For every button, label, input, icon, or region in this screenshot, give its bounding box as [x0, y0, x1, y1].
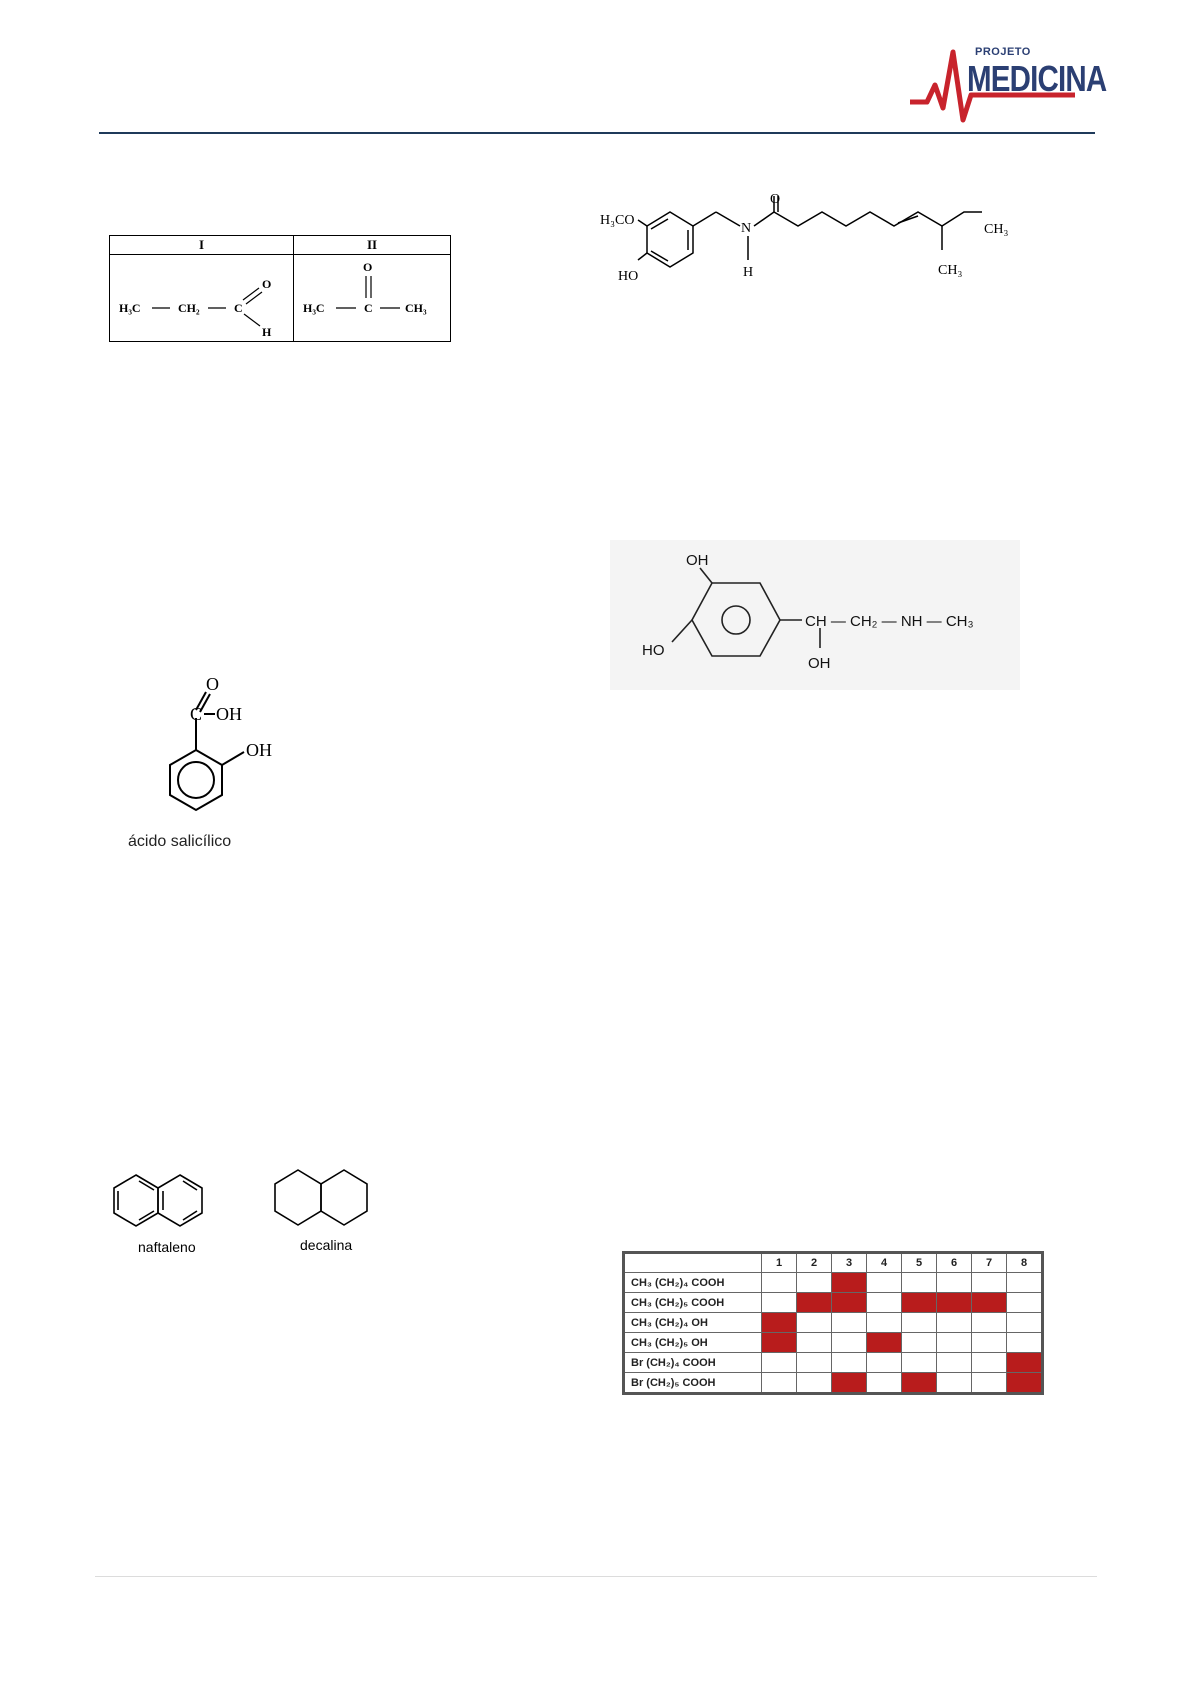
- grid-cell-empty: [867, 1273, 902, 1293]
- salicylic-caption: ácido salicílico: [128, 833, 232, 850]
- i-c: C: [234, 301, 243, 315]
- grid-cell-empty: [902, 1313, 937, 1333]
- header-ii: II: [366, 237, 378, 252]
- naphthalene-caption: naftaleno: [138, 1239, 196, 1255]
- grid-cell-filled: [762, 1313, 797, 1333]
- grid-cell-filled: [867, 1333, 902, 1353]
- grid-cell-empty: [832, 1333, 867, 1353]
- adrenaline-oh-top: OH: [686, 552, 709, 569]
- grid-cell-empty: [762, 1373, 797, 1394]
- grid-cell-empty: [937, 1373, 972, 1394]
- grid-column-header: 3: [832, 1253, 867, 1273]
- grid-cell-filled: [832, 1273, 867, 1293]
- grid-row-label: CH₃ (CH₂)₄ COOH: [624, 1273, 762, 1293]
- grid-cell-empty: [1007, 1313, 1043, 1333]
- grid-cell-filled: [1007, 1373, 1043, 1394]
- grid-cell-empty: [762, 1353, 797, 1373]
- grid-cell-empty: [797, 1373, 832, 1394]
- grid-cell-empty: [972, 1353, 1007, 1373]
- grid-cell-empty: [937, 1333, 972, 1353]
- grid-row-label: CH₃ (CH₂)₄ OH: [624, 1313, 762, 1333]
- grid-cell-empty: [937, 1313, 972, 1333]
- decalin-caption: decalina: [300, 1237, 353, 1253]
- grid-cell-empty: [762, 1293, 797, 1313]
- capsaicin-o: O: [770, 192, 781, 207]
- grid-cell-filled: [832, 1373, 867, 1394]
- i-h: H: [262, 325, 272, 339]
- grid-cell-empty: [1007, 1293, 1043, 1313]
- grid-column-header: 4: [867, 1253, 902, 1273]
- grid-cell-empty: [797, 1313, 832, 1333]
- salicylic-acid-structure: [120, 670, 320, 850]
- aldehyde-ketone-table: [109, 235, 451, 342]
- grid-row-label: Br (CH₂)₅ COOH: [624, 1373, 762, 1394]
- grid-row: [624, 1373, 1043, 1394]
- header-rule: [99, 132, 1095, 134]
- grid-row-label: CH₃ (CH₂)₅ OH: [624, 1333, 762, 1353]
- grid-row-label: Br (CH₂)₄ COOH: [624, 1353, 762, 1373]
- grid-cell-empty: [867, 1313, 902, 1333]
- adrenaline-ho: HO: [642, 642, 665, 659]
- grid-cell-empty: [832, 1353, 867, 1373]
- grid-cell-empty: [867, 1353, 902, 1373]
- grid-cell-empty: [867, 1293, 902, 1313]
- grid-row: [624, 1333, 1043, 1353]
- grid-cell-empty: [797, 1333, 832, 1353]
- grid-row-label: CH₃ (CH₂)₅ COOH: [624, 1293, 762, 1313]
- i-ch2: CH₂: [178, 301, 200, 315]
- salicylic-c: C: [190, 704, 203, 724]
- grid-cell-empty: [937, 1353, 972, 1373]
- grid-cell-empty: [972, 1273, 1007, 1293]
- salicylic-oh-phenol: OH: [246, 740, 272, 760]
- grid-cell-filled: [937, 1293, 972, 1313]
- capsaicin-h3co: H₃CO: [600, 213, 635, 228]
- ii-h3c: H₃C: [303, 301, 325, 315]
- grid-cell-empty: [902, 1353, 937, 1373]
- projeto-medicina-logo: [905, 40, 1107, 130]
- adrenaline-structure: [630, 548, 1030, 678]
- grid-cell-filled: [832, 1293, 867, 1313]
- grid-cell-empty: [797, 1353, 832, 1373]
- grid-cell-filled: [972, 1293, 1007, 1313]
- grid-cell-empty: [937, 1273, 972, 1293]
- ii-c: C: [364, 301, 373, 315]
- logo-medicina-text: MEDICINA: [967, 58, 1107, 99]
- grid-cell-empty: [902, 1273, 937, 1293]
- grid-cell-empty: [972, 1333, 1007, 1353]
- capsaicin-ch3-bottom: CH₃: [938, 263, 963, 278]
- adrenaline-chain: CH — CH₂ — NH — CH₃: [805, 613, 974, 630]
- i-o: O: [262, 277, 272, 291]
- grid-cell-empty: [972, 1373, 1007, 1394]
- capsaicin-h: H: [743, 265, 754, 280]
- grid-cell-empty: [972, 1313, 1007, 1333]
- decalin-structure: [275, 1170, 367, 1225]
- grid-cell-empty: [867, 1373, 902, 1394]
- grid-cell-empty: [1007, 1333, 1043, 1353]
- grid-cell-filled: [902, 1293, 937, 1313]
- capsaicin-ch3-top: CH₃: [984, 222, 1009, 237]
- grid-cell-empty: [832, 1313, 867, 1333]
- adrenaline-oh-bottom: OH: [808, 655, 831, 672]
- grid-column-header: 8: [1007, 1253, 1043, 1273]
- i-h3c: H₃C: [119, 301, 141, 315]
- grid-column-header: 2: [797, 1253, 832, 1273]
- grid-cell-filled: [1007, 1353, 1043, 1373]
- grid-cell-filled: [797, 1293, 832, 1313]
- structures-i-ii: [110, 236, 450, 341]
- header-i: I: [198, 237, 205, 252]
- naphthalene-decalin-structures: [108, 1168, 398, 1268]
- salicylic-o: O: [206, 674, 219, 694]
- grid-row: [624, 1353, 1043, 1373]
- grid-cell-filled: [762, 1333, 797, 1353]
- capsaicin-n: N: [741, 221, 752, 236]
- grid-header-row: [624, 1253, 1043, 1273]
- grid-cell-empty: [1007, 1273, 1043, 1293]
- ii-ch3: CH₃: [405, 301, 427, 315]
- capsaicin-structure: [600, 190, 1060, 300]
- grid-corner-cell: [624, 1253, 762, 1273]
- capsaicin-ho: HO: [618, 269, 639, 284]
- grid-column-header: 7: [972, 1253, 1007, 1273]
- grid-column-header: 1: [762, 1253, 797, 1273]
- grid-cell-empty: [902, 1333, 937, 1353]
- grid-row: [624, 1273, 1043, 1293]
- grid-row: [624, 1313, 1043, 1333]
- grid-column-header: 6: [937, 1253, 972, 1273]
- logo-projeto-text: PROJETO: [975, 46, 1031, 58]
- salicylic-oh-acid: OH: [216, 704, 242, 724]
- naphthalene-structure: [114, 1175, 202, 1226]
- ii-o: O: [363, 260, 373, 274]
- grid-column-header: 5: [902, 1253, 937, 1273]
- grid-cell-empty: [797, 1273, 832, 1293]
- grid-cell-empty: [762, 1273, 797, 1293]
- footer-rule: [95, 1576, 1097, 1577]
- grid-row: [624, 1293, 1043, 1313]
- grid-cell-filled: [902, 1373, 937, 1394]
- acid-grid-table: [622, 1251, 1044, 1395]
